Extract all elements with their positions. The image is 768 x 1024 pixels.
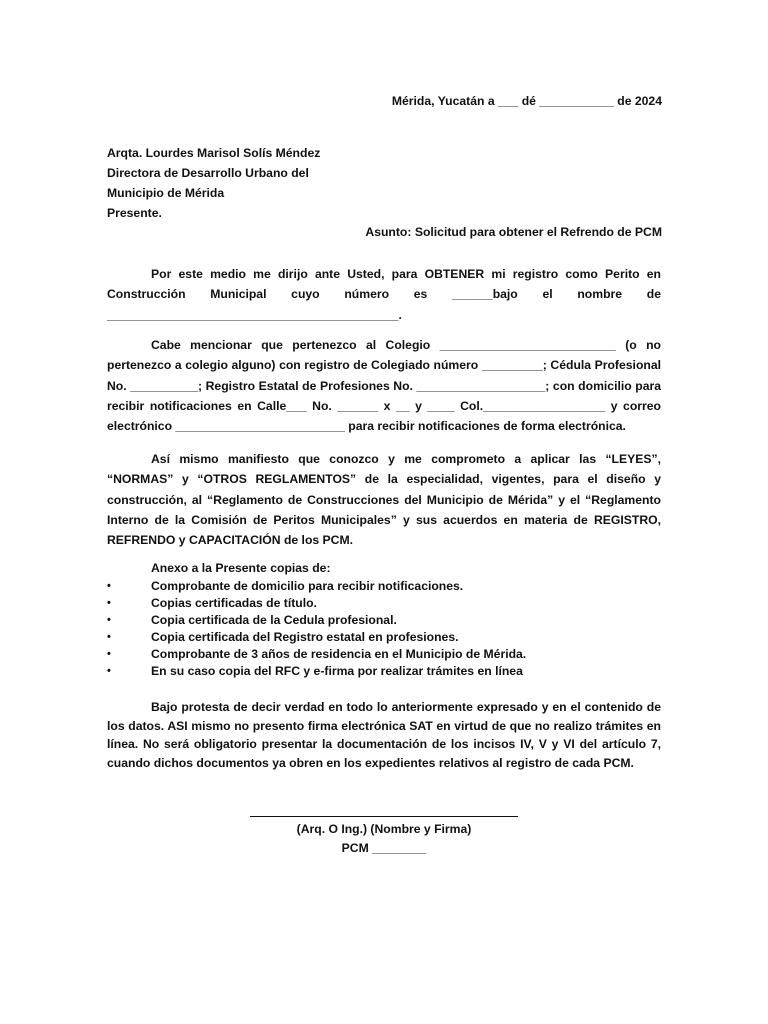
bullet-icon: •	[107, 597, 111, 610]
paragraph-declaration	[107, 698, 661, 772]
paragraph-declaration-text: Bajo protesta de decir verdad en todo lo anteriormente expresado y en el contenido de los datos. ASI mismo no presento firma electrónica SAT en virtud de que no realizo trámites en línea. No será obligatorio presentar la documentación de los incisos IV, V y VI del artículo 7, cuando dichos documentos ya obren en los expedientes relativos al registro de cada PCM.	[107, 700, 661, 770]
annex-list	[107, 578, 526, 681]
paragraph-college-text: Cabe mencionar que pertenezco al Colegio __________________________ (o no pertenezco a colegio alguno) con registro de Colegiado número _________; Cédula Profesional No. __________; Registro Estatal de Profesiones No. ___________________; con domicilio para recibir notificaciones en Calle___ No. ______ x __ y ____ Col.__________________ y correo electrónico _________________________ para recibir notificaciones de forma electrónica.	[107, 338, 661, 434]
list-item: • Copia certificada del Registro estatal en profesiones.	[107, 629, 526, 646]
paragraph-request-text: Por este medio me dirijo ante Usted, para OBTENER mi registro como Perito en Construcción Municipal cuyo número es ______bajo el nombre de ___________________________________________.	[107, 267, 661, 322]
list-item: • Comprobante de 3 años de residencia en el Municipio de Mérida.	[107, 646, 526, 663]
list-item: • Copia certificada de la Cedula profesional.	[107, 612, 526, 629]
paragraph-request	[107, 264, 661, 325]
bullet-icon: •	[107, 614, 111, 627]
recipient-title-line1: Directora de Desarrollo Urbano del	[107, 166, 309, 180]
subject-line: Asunto: Solicitud para obtener el Refrendo de PCM	[365, 225, 662, 239]
bullet-icon: •	[107, 648, 111, 661]
list-item: • Comprobante de domicilio para recibir notificaciones.	[107, 578, 526, 595]
presente-line: Presente.	[107, 206, 162, 220]
recipient-title-line2: Municipio de Mérida	[107, 186, 225, 200]
list-item: • En su caso copia del RFC y e-firma por realizar trámites en línea	[107, 663, 526, 680]
bullet-icon: •	[107, 665, 111, 678]
date-line: Mérida, Yucatán a ___ dé ___________ de 2024	[391, 94, 662, 108]
paragraph-regulations-text: Así mismo manifiesto que conozco y me comprometo a aplicar las “LEYES”, “NORMAS” y “OTROS REGLAMENTOS” de la especialidad, vigentes, para el diseño y construcción, al “Reglamento de Construcciones del Municipio de Mérida” y el “Reglamento Interno de la Comisión de Peritos Municipales” y sus acuerdos en materia de REGISTRO, REFRENDO y CAPACITACIÓN de los PCM.	[107, 452, 661, 548]
list-item: • Copias certificadas de título.	[107, 595, 526, 612]
paragraph-regulations	[107, 449, 661, 550]
recipient-name: Arqta. Lourdes Marisol Solís Méndez	[107, 146, 321, 160]
bullet-icon: •	[107, 631, 111, 644]
paragraph-college	[107, 335, 661, 436]
annex-intro: Anexo a la Presente copias de:	[151, 561, 331, 575]
signature-role: (Arq. O Ing.) (Nombre y Firma)	[296, 822, 472, 836]
signature-line	[250, 816, 518, 817]
bullet-icon: •	[107, 580, 111, 592]
signature-pcm: PCM ________	[341, 841, 427, 855]
